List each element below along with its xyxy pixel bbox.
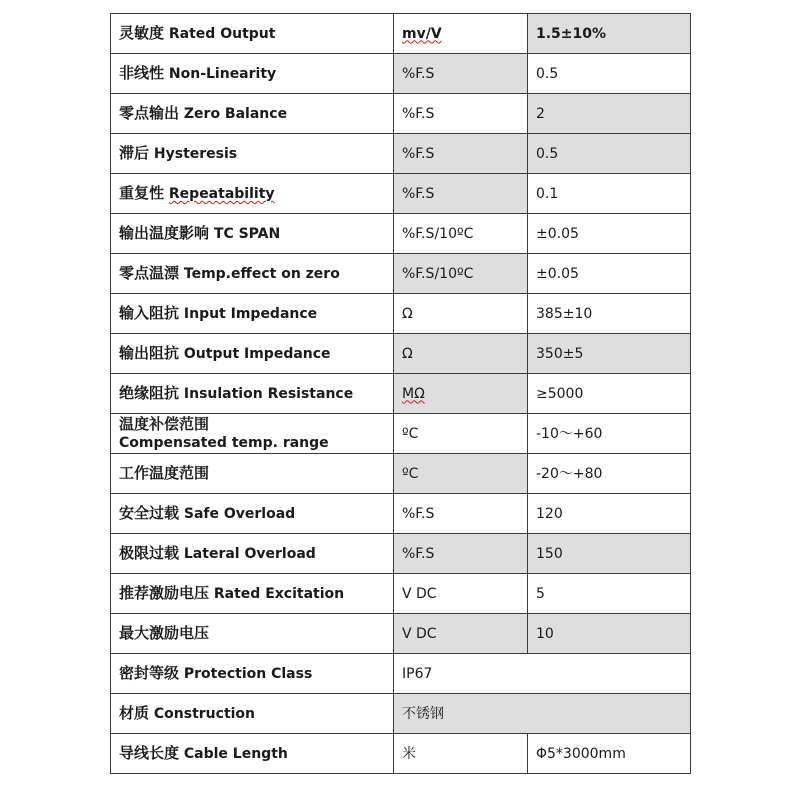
table-row <box>111 654 691 694</box>
param-cn: 零点温漂 <box>119 264 180 282</box>
param-cn: 输出温度影响 <box>119 224 210 242</box>
param-cell <box>111 294 394 334</box>
table-row <box>111 254 691 294</box>
table-row <box>111 574 691 614</box>
unit-cell: V DC <box>394 574 528 614</box>
param-en: Cable Length <box>183 746 288 762</box>
param-cell <box>111 534 394 574</box>
table-row <box>111 374 691 414</box>
param-cell <box>111 174 394 214</box>
param-en: Non-Linearity <box>168 66 277 82</box>
unit-cell: Ω <box>394 334 528 374</box>
unit-cell: %F.S <box>394 134 528 174</box>
param-cell <box>111 54 394 94</box>
param-en: Lateral Overload <box>183 546 316 562</box>
unit-cell: %F.S/10ºC <box>394 254 528 294</box>
param-cn: 灵敏度 <box>119 24 165 42</box>
unit-text: MΩ <box>402 385 425 402</box>
value-cell: -20～+80 <box>528 454 691 494</box>
spec-table <box>110 13 691 774</box>
value-cell: ≥5000 <box>528 374 691 414</box>
param-cn: 极限过载 <box>119 544 180 562</box>
param-en: Rated Excitation <box>213 586 345 602</box>
param-cell <box>111 574 394 614</box>
param-cn: 导线长度 <box>119 744 180 762</box>
unit-cell: %F.S <box>394 494 528 534</box>
unit-cell: %F.S <box>394 54 528 94</box>
param-cell <box>111 134 394 174</box>
param-cn: 密封等级 <box>119 664 180 682</box>
table-row <box>111 414 691 454</box>
param-cn: 工作温度范围 <box>119 464 210 482</box>
param-en: Compensated temp. range <box>119 435 329 451</box>
param-cell <box>111 14 394 54</box>
table-row <box>111 94 691 134</box>
param-cell <box>111 454 394 494</box>
unit-cell: V DC <box>394 614 528 654</box>
value-cell: 2 <box>528 94 691 134</box>
value-cell: -10～+60 <box>528 414 691 454</box>
table-row <box>111 454 691 494</box>
table-row <box>111 294 691 334</box>
param-en: Protection Class <box>183 666 313 682</box>
unit-cell: Ω <box>394 294 528 334</box>
param-cn: 重复性 <box>119 184 165 202</box>
unit-cell: ºC <box>394 414 528 454</box>
param-cn: 非线性 <box>119 64 165 82</box>
value-cell: Φ5*3000mm <box>528 734 691 774</box>
param-cn: 温度补偿范围 <box>119 415 210 433</box>
param-en: Output Impedance <box>183 346 331 362</box>
param-cell <box>111 214 394 254</box>
param-en: Safe Overload <box>183 506 296 522</box>
param-cn: 安全过载 <box>119 504 180 522</box>
param-cn: 输入阻抗 <box>119 304 180 322</box>
param-cell <box>111 734 394 774</box>
param-cn: 材质 <box>119 704 150 722</box>
value-cell: ±0.05 <box>528 214 691 254</box>
unit-cell <box>394 694 691 734</box>
value-cell: 120 <box>528 494 691 534</box>
unit-cell <box>394 374 528 414</box>
table-row <box>111 14 691 54</box>
param-en: Construction <box>153 706 256 722</box>
value-cell: 0.5 <box>528 134 691 174</box>
param-cell <box>111 694 394 734</box>
param-cell <box>111 414 394 454</box>
value-cell: 10 <box>528 614 691 654</box>
unit-cell <box>394 14 528 54</box>
param-cell <box>111 254 394 294</box>
param-en: TC SPAN <box>213 226 281 242</box>
param-cell <box>111 494 394 534</box>
unit-cell: 米 <box>394 734 528 774</box>
value-cell: ±0.05 <box>528 254 691 294</box>
param-cn: 零点输出 <box>119 104 180 122</box>
param-en: Repeatability <box>168 186 275 202</box>
table-row <box>111 334 691 374</box>
table-row <box>111 54 691 94</box>
value-cell: 0.1 <box>528 174 691 214</box>
unit-cell: %F.S <box>394 174 528 214</box>
param-cn: 绝缘阻抗 <box>119 384 180 402</box>
param-cell <box>111 614 394 654</box>
value-cell: 1.5±10% <box>528 14 691 54</box>
param-cn: 推荐激励电压 <box>119 584 210 602</box>
table-row <box>111 694 691 734</box>
param-cell <box>111 94 394 134</box>
value-cell: 385±10 <box>528 294 691 334</box>
table-row <box>111 134 691 174</box>
param-en: Hysteresis <box>153 146 238 162</box>
table-row <box>111 214 691 254</box>
param-cell <box>111 334 394 374</box>
param-en: Zero Balance <box>183 106 288 122</box>
unit-cell: IP67 <box>394 654 691 694</box>
unit-cell: %F.S <box>394 534 528 574</box>
param-cell <box>111 654 394 694</box>
table-row <box>111 614 691 654</box>
param-cell <box>111 374 394 414</box>
param-cn: 输出阻抗 <box>119 344 180 362</box>
table-row <box>111 494 691 534</box>
value-cell: 0.5 <box>528 54 691 94</box>
unit-text: mv/V <box>402 25 442 42</box>
param-en: Temp.effect on zero <box>183 266 340 282</box>
unit-text: 不锈钢 <box>402 705 444 722</box>
table-row <box>111 174 691 214</box>
param-en: Insulation Resistance <box>183 386 354 402</box>
unit-cell: %F.S/10ºC <box>394 214 528 254</box>
param-en: Rated Output <box>168 26 276 42</box>
param-cn: 最大激励电压 <box>119 624 210 642</box>
table-row <box>111 734 691 774</box>
value-cell: 350±5 <box>528 334 691 374</box>
unit-cell: %F.S <box>394 94 528 134</box>
value-cell: 150 <box>528 534 691 574</box>
table-row <box>111 534 691 574</box>
unit-cell: ºC <box>394 454 528 494</box>
value-cell: 5 <box>528 574 691 614</box>
param-en: Input Impedance <box>183 306 318 322</box>
param-cn: 滞后 <box>119 144 150 162</box>
